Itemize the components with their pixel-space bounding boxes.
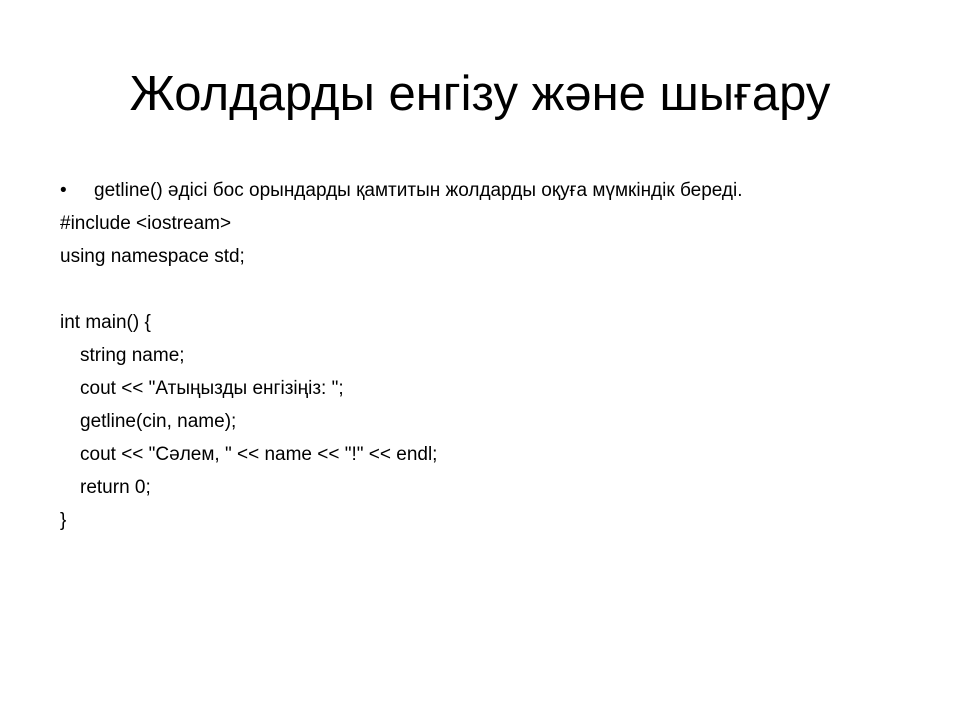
code-line: return 0;: [80, 477, 151, 498]
bullet-text: getline() әдісі бос орындарды қамтитын жолдарды оқуға мүмкіндік береді.: [94, 180, 743, 201]
slide-body: [60, 174, 920, 537]
code-line: #include <iostream>: [60, 213, 232, 234]
bullet-marker: •: [60, 180, 67, 201]
code-line: int main() {: [60, 312, 151, 333]
code-line: getline(cin, name);: [80, 411, 237, 432]
code-line: cout << "Сәлем, " << name << "!" << endl;: [80, 444, 438, 465]
code-line: }: [60, 510, 67, 531]
code-line: cout << "Атыңызды енгізіңіз: ";: [80, 378, 344, 399]
bullet-item: [60, 174, 920, 207]
slide-title: Жолдарды енгізу және шығару: [129, 67, 831, 121]
code-line: [60, 273, 920, 306]
code-line: using namespace std;: [60, 246, 245, 267]
code-line: string name;: [80, 345, 185, 366]
